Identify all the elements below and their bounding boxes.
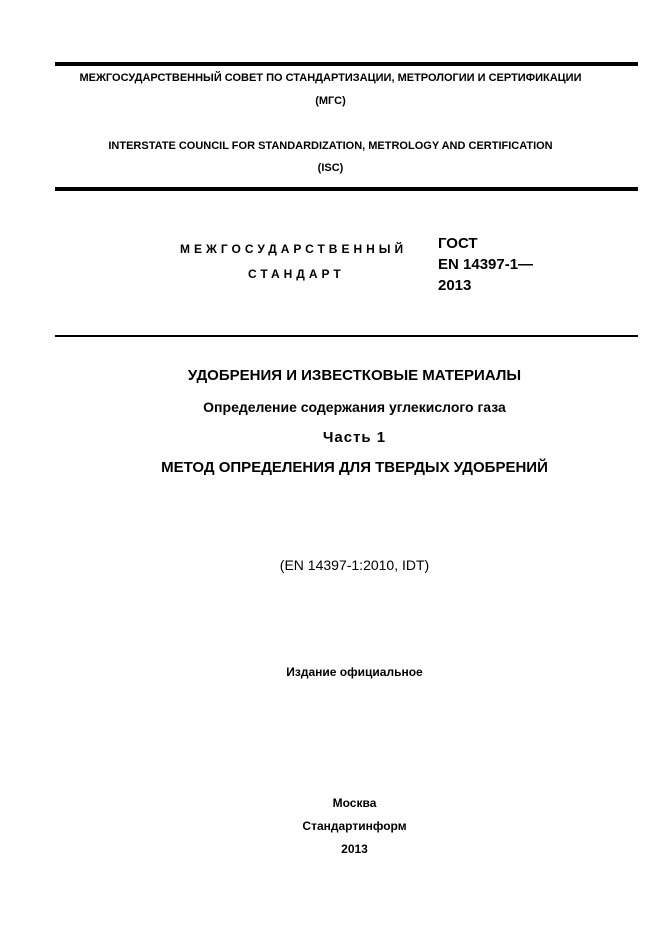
gost-code-line1: ГОСТ	[438, 235, 478, 252]
footer-year: 2013	[341, 842, 368, 856]
title-subtitle: Определение содержания углекислого газа	[203, 399, 506, 415]
title-main: УДОБРЕНИЯ И ИЗВЕСТКОВЫЕ МАТЕРИАЛЫ	[187, 367, 522, 384]
council-abbr-en: (ISC)	[317, 162, 344, 174]
designation-rule	[55, 335, 638, 337]
standard-label-line1: МЕЖГОСУДАРСТВЕННЫЙ	[180, 242, 408, 256]
council-abbr-ru: (МГС)	[315, 95, 346, 107]
standard-label-line2: СТАНДАРТ	[248, 267, 345, 281]
reference-standard: (EN 14397-1:2010, IDT)	[279, 557, 430, 573]
gost-code-line2: EN 14397-1—	[438, 256, 534, 273]
council-name-en: INTERSTATE COUNCIL FOR STANDARDIZATION, METROLOGY AND CERTIFICATION	[108, 140, 553, 152]
footer-publisher: Стандартинформ	[302, 819, 407, 833]
gost-code-line3: 2013	[438, 277, 472, 294]
header-bottom-rule	[55, 187, 638, 191]
title-part: Часть 1	[322, 429, 387, 446]
edition-note: Издание официальное	[286, 665, 423, 679]
footer-city: Москва	[332, 796, 377, 810]
top-rule	[55, 62, 638, 66]
council-name-ru: МЕЖГОСУДАРСТВЕННЫЙ СОВЕТ ПО СТАНДАРТИЗАЦИИ, МЕТРОЛОГИИ И СЕРТИФИКАЦИИ	[79, 72, 582, 84]
title-method: МЕТОД ОПРЕДЕЛЕНИЯ ДЛЯ ТВЕРДЫХ УДОБРЕНИЙ	[161, 459, 548, 476]
